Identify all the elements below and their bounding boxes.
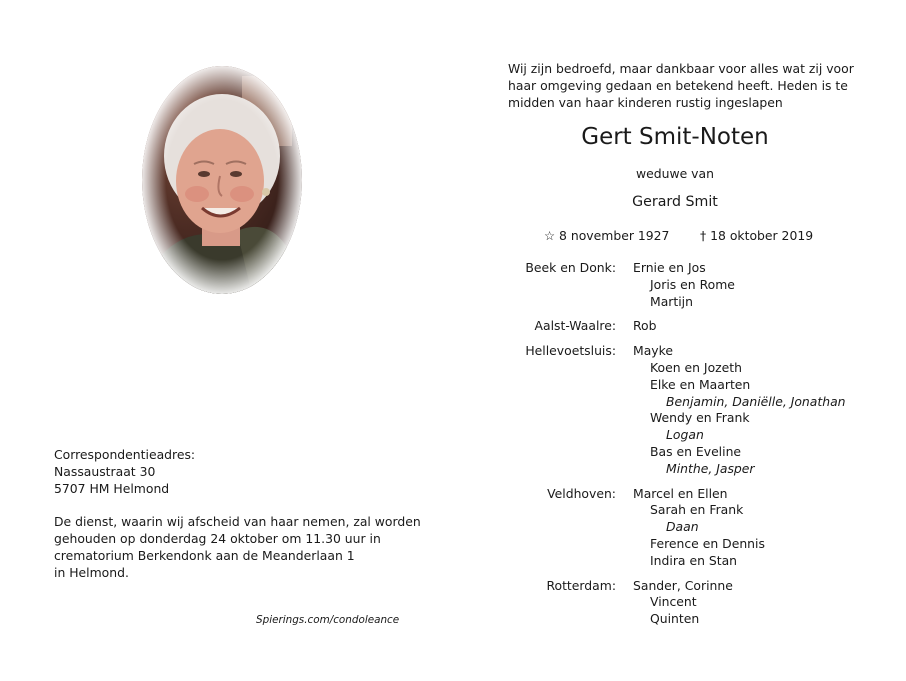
intro-line: Wij zijn bedroefd, maar dankbaar voor alles wat zij voor [508, 61, 854, 76]
service-line: De dienst, waarin wij afscheid van haar nemen, zal worden [54, 514, 421, 529]
family-grandchild: Wendy en Frank [650, 410, 750, 426]
family-great-grandchild: Daan [666, 519, 699, 535]
family-place: Veldhoven: [547, 485, 616, 501]
family-place: Hellevoetsluis: [525, 343, 616, 359]
address-postal: 5707 HM Helmond [54, 481, 170, 496]
deceased-name: Gert Smit-Noten [581, 124, 769, 150]
service-line: in Helmond. [54, 565, 129, 580]
family-place: Rotterdam: [546, 577, 616, 593]
family-grandchild: Koen en Jozeth [650, 359, 742, 375]
family-great-grandchild: Logan [666, 427, 704, 443]
family-list [500, 260, 846, 628]
family-place: Beek en Donk: [525, 260, 616, 275]
family-child: Marcel en Ellen [633, 485, 728, 501]
intro-line: haar omgeving gedaan en betekend heeft. Heden is te [508, 78, 848, 93]
widow-of-label: weduwe van [636, 166, 714, 181]
group-spacer [500, 335, 840, 343]
family-child: Rob [633, 318, 657, 334]
address-label: Correspondentieadres: [54, 447, 196, 462]
correspondence-address [54, 446, 195, 497]
family-grandchild: Martijn [650, 293, 693, 309]
intro-line: midden van haar kinderen rustig ingeslapen [508, 95, 783, 110]
husband-name: Gerard Smit [632, 194, 718, 210]
birth-date: ☆ 8 november 1927 [544, 228, 670, 243]
group-spacer [500, 570, 840, 578]
family-grandchild: Ference en Dennis [650, 535, 765, 551]
service-line: crematorium Berkendonk aan de Meanderlaan 1 [54, 548, 355, 563]
family-child: Mayke [633, 343, 673, 359]
family-group [500, 486, 840, 570]
family-group [500, 578, 840, 628]
family-group [500, 343, 846, 477]
family-grandchild: Indira en Stan [650, 552, 738, 568]
family-grandchild: Quinten [650, 611, 700, 627]
group-spacer [500, 478, 840, 486]
family-great-grandchild: Minthe, Jasper [666, 460, 755, 476]
family-place: Aalst-Waalre: [534, 318, 616, 334]
family-group [500, 260, 840, 310]
group-spacer [500, 310, 840, 318]
family-grandchild: Vincent [650, 594, 697, 610]
death-date: † 18 oktober 2019 [700, 228, 814, 243]
intro-text [508, 60, 854, 111]
service-announcement [54, 513, 421, 581]
family-grandchild: Sarah en Frank [650, 502, 744, 518]
condolence-link[interactable]: Spierings.com/condoleance [256, 614, 400, 626]
family-great-grandchild: Benjamin, Daniëlle, Jonathan [666, 393, 846, 409]
family-grandchild: Bas en Eveline [650, 443, 742, 459]
family-group [500, 318, 840, 335]
portrait-photo [142, 66, 302, 294]
family-grandchild: Joris en Rome [650, 276, 735, 292]
family-grandchild: Elke en Maarten [650, 376, 751, 392]
family-child: Ernie en Jos [633, 260, 706, 275]
service-line: gehouden op donderdag 24 oktober om 11.30 uur in [54, 531, 381, 546]
family-child: Sander, Corinne [633, 577, 733, 593]
address-street: Nassaustraat 30 [54, 464, 156, 479]
